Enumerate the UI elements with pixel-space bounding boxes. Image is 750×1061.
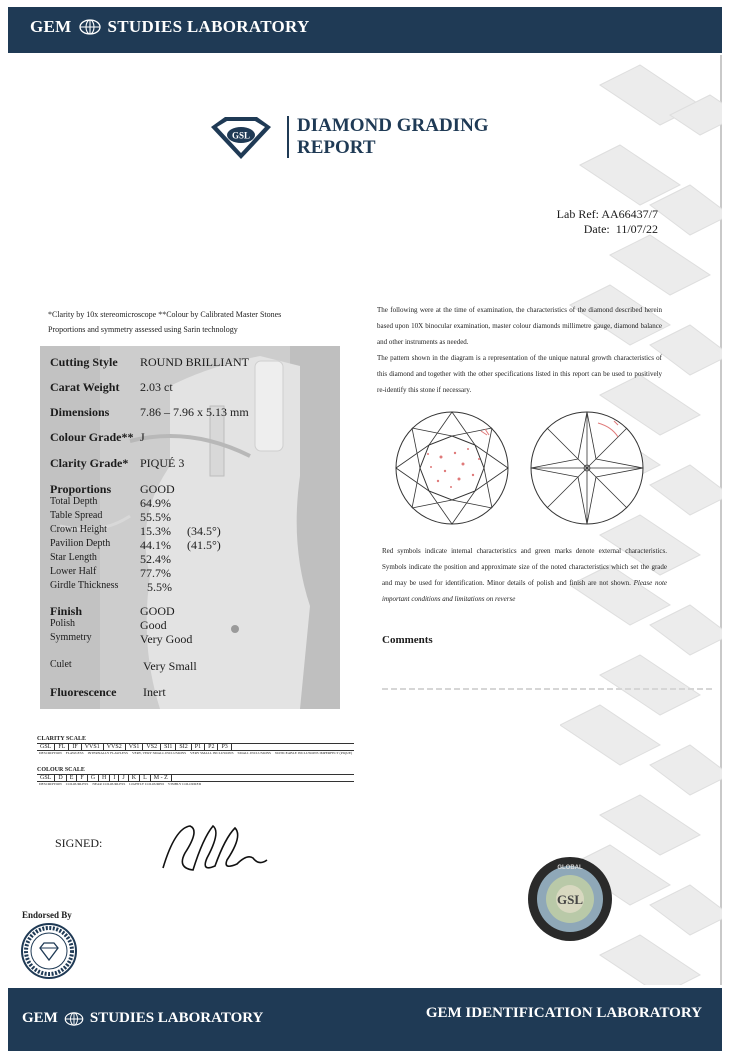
globe-icon [79, 19, 101, 35]
signature-icon [155, 818, 285, 878]
date-value: 11/07/22 [615, 222, 658, 236]
logo-divider [287, 116, 289, 158]
footer-lab-name: GEM IDENTIFICATION LABORATORY [425, 1005, 702, 1021]
report-title-line1: DIAMOND GRADING [297, 115, 489, 136]
examination-paragraph-2: The pattern shown in the diagram is a representation of the unique natural growth characteristics of this diamond and together with the other specifications listed in this report can be used to positively re-identify this stone if necessary. [377, 354, 662, 394]
clarity-scale-descriptions: DESCRIPTION FLAWLESS INTERNALLY FLAWLESS VERY, VERY SMALL INCLUSIONS VERY SMALL INCLUSIONS SMALL INCLUSIONS NOTICEABLE INCLUSIONS IMPERFECT (PIQUE) [39, 751, 353, 755]
report-title-line2: REPORT [297, 137, 376, 158]
grading-notes [48, 307, 358, 337]
top-banner [8, 7, 722, 53]
symbols-note [382, 543, 667, 607]
lab-ref-label: Lab Ref: [556, 207, 599, 221]
grading-note-2: Proportions and symmetry assessed using Sarin technology [48, 325, 238, 334]
footer-brand [22, 1010, 263, 1027]
lab-ref-value: AA66437/7 [601, 207, 658, 221]
signed-label: SIGNED: [55, 836, 103, 850]
hologram-seal-icon [526, 855, 614, 943]
examination-paragraph-1: The following were at the time of examination, the characteristics of the diamond described herein based upon 10X binocular examination, master colour diamonds millimetre gauge, diamond balance and other instruments as needed. [377, 306, 662, 346]
logo-monogram: GSL [231, 130, 251, 141]
bottom-banner [8, 988, 722, 1051]
diamond-logo-icon [205, 113, 277, 161]
comments-label: Comments [382, 634, 433, 646]
symbols-note-italic: Please note important conditions and limitations on reverse [382, 579, 668, 603]
report-title [297, 115, 489, 159]
clarity-scale-title: CLARITY SCALE [37, 736, 86, 742]
endorsed-label: Endorsed By [22, 910, 72, 920]
date-label: Date: [583, 222, 610, 236]
grading-scales [37, 736, 354, 786]
grading-note-1: *Clarity by 10x stereomicroscope **Colour by Calibrated Master Stones [48, 310, 282, 319]
clarity-scale-row: GSL FL IF VVS1 VVS2 VS1 VS2 SI1 SI2 P1 P2 P3 [37, 743, 354, 751]
globe-icon [64, 1012, 84, 1026]
association-seal-icon [20, 922, 78, 980]
seal-monogram: GSL [556, 892, 584, 907]
footer-brand-gem: GEM [22, 1010, 58, 1026]
report-logo [205, 113, 489, 161]
lab-reference [557, 207, 658, 237]
colour-scale-descriptions: DESCRIPTION COLOURLESS NEAR COLOURLESS LIGHTLY COLOURED VISIBLY COLOURED [39, 782, 202, 786]
header-brand-name: STUDIES LABORATORY [107, 17, 310, 36]
seal-text: GLOBAL [557, 865, 583, 871]
pavilion-plot-diagram [528, 409, 646, 527]
crown-plot-diagram [393, 409, 511, 527]
footer-brand-name: STUDIES LABORATORY [89, 1010, 264, 1026]
faded-comment-line [382, 686, 712, 694]
colour-scale-title: COLOUR SCALE [37, 767, 85, 773]
examination-text [377, 302, 662, 398]
header-brand [30, 17, 310, 37]
symbols-note-text: Red symbols indicate internal characteristics and green marks denote external characteristics. Symbols indicate the position and approximate size of the noted characteristics which set the grade and may be used for identification. Minor details of polish and finish are not shown. [382, 547, 667, 587]
colour-scale-row: GSL D E F G H I J K L M - Z [37, 774, 354, 782]
header-brand-gem: GEM [30, 17, 72, 36]
